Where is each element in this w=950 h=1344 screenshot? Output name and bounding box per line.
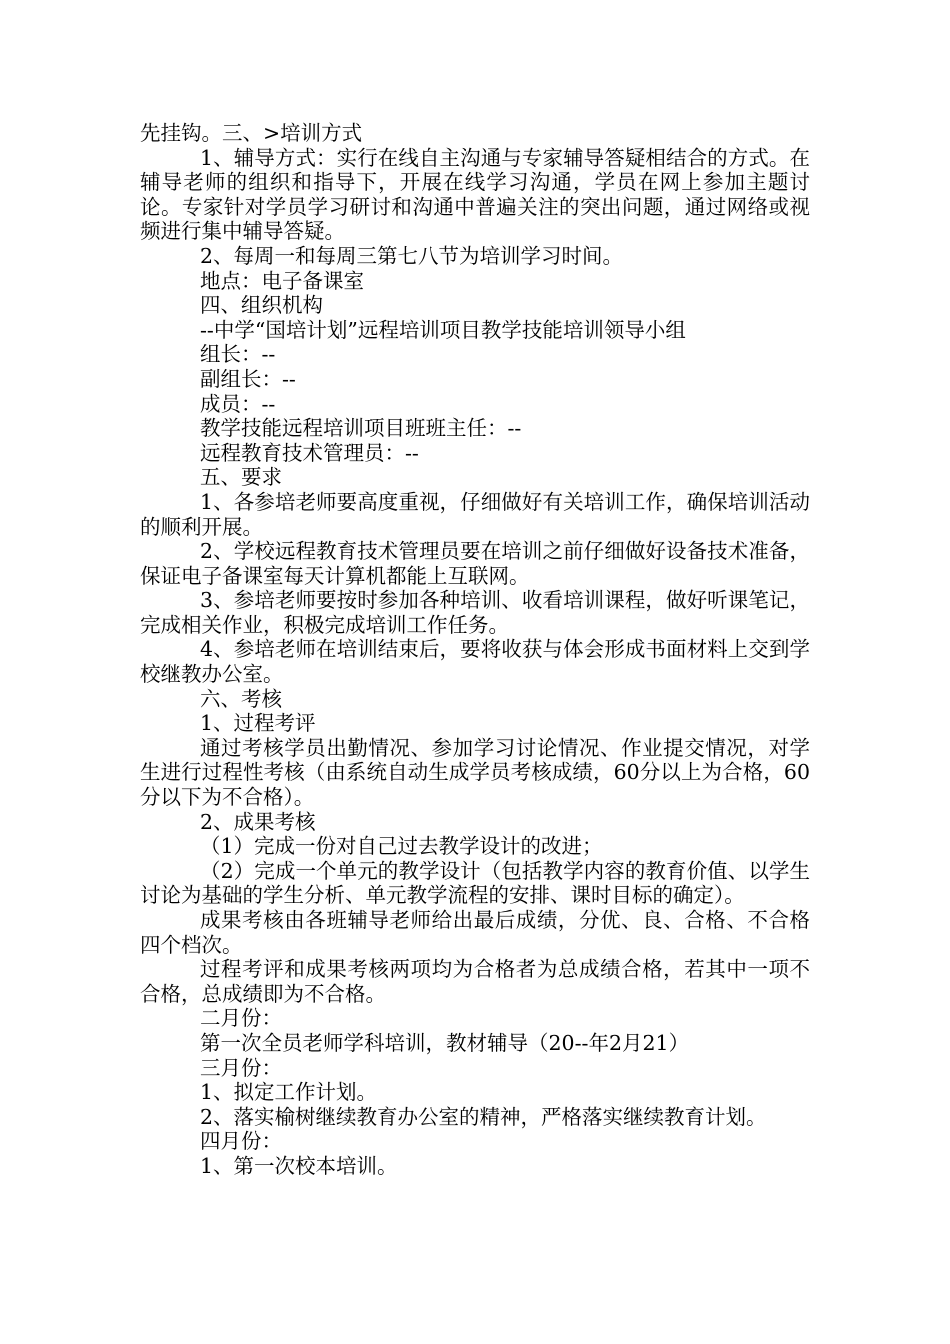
paragraph: 1、辅导方式：实行在线自主沟通与专家辅导答疑相结合的方式。在辅导老师的组织和指导下，开展在线学习沟通，学员在网上参加主题讨论。专家针对学员学习研讨和沟通中普遍关注的突出问题，通过网络或视频进行集中辅导答疑。 bbox=[140, 145, 810, 244]
month-heading: 四月份： bbox=[200, 1129, 282, 1154]
paragraph: （1）完成一份对自己过去教学设计的改进； bbox=[200, 834, 603, 859]
paragraph: 过程考评和成果考核两项均为合格者为总成绩合格，若其中一项不合格，总成绩即为不合格。 bbox=[140, 957, 810, 1006]
paragraph: 1、各参培老师要高度重视，仔细做好有关培训工作，确保培训活动的顺利开展。 bbox=[140, 489, 810, 539]
document-body bbox=[140, 121, 810, 1179]
paragraph: 2、每周一和每周三第七八节为培训学习时间。 bbox=[200, 243, 624, 268]
paragraph: 先挂钩。三、>培训方式 bbox=[140, 121, 363, 145]
month-heading: 三月份： bbox=[200, 1055, 282, 1080]
paragraph: 远程教育技术管理员：-- bbox=[200, 440, 419, 465]
paragraph: 第一次全员老师学科培训，教材辅导（20--年2月21） bbox=[200, 1030, 690, 1055]
paragraph: （2）完成一个单元的教学设计（包括教学内容的教育价值、以学生讨论为基础的学生分析、单元教学流程的安排、课时目标的确定）。 bbox=[140, 858, 810, 908]
paragraph: 4、参培老师在培训结束后，要将收获与体会形成书面材料上交到学校继教办公室。 bbox=[140, 637, 810, 687]
paragraph: 1、拟定工作计划。 bbox=[200, 1080, 378, 1105]
month-heading: 二月份： bbox=[200, 1006, 282, 1031]
paragraph: 副组长：-- bbox=[200, 366, 296, 391]
paragraph: --中学“国培计划”远程培训项目教学技能培训领导小组 bbox=[200, 317, 686, 342]
paragraph: 地点：电子备课室 bbox=[200, 268, 364, 293]
paragraph: 成员：-- bbox=[200, 391, 276, 416]
paragraph: 3、参培老师要按时参加各种培训、收看培训课程，做好听课笔记，完成相关作业，积极完成培训工作任务。 bbox=[140, 588, 810, 637]
paragraph: 2、成果考核 bbox=[200, 809, 316, 834]
section-heading: 六、考核 bbox=[200, 686, 282, 711]
section-heading: 五、要求 bbox=[200, 465, 282, 490]
paragraph: 通过考核学员出勤情况、参加学习讨论情况、作业提交情况，对学生进行过程性考核（由系统自动生成学员考核成绩，60分以上为合格，60分以下为不合格）。 bbox=[140, 735, 810, 810]
paragraph: 1、第一次校本培训。 bbox=[200, 1153, 398, 1178]
paragraph: 1、过程考评 bbox=[200, 711, 316, 736]
paragraph: 教学技能远程培训项目班班主任：-- bbox=[200, 416, 522, 441]
paragraph: 2、学校远程教育技术管理员要在培训之前仔细做好设备技术准备，保证电子备课室每天计算机都能上互联网。 bbox=[140, 539, 810, 588]
paragraph: 2、落实榆树继续教育办公室的精神，严格落实继续教育计划。 bbox=[200, 1104, 767, 1129]
section-heading: 四、组织机构 bbox=[200, 293, 323, 318]
paragraph: 组长：-- bbox=[200, 342, 276, 367]
paragraph: 成果考核由各班辅导老师给出最后成绩，分优、良、合格、不合格四个档次。 bbox=[140, 908, 810, 957]
